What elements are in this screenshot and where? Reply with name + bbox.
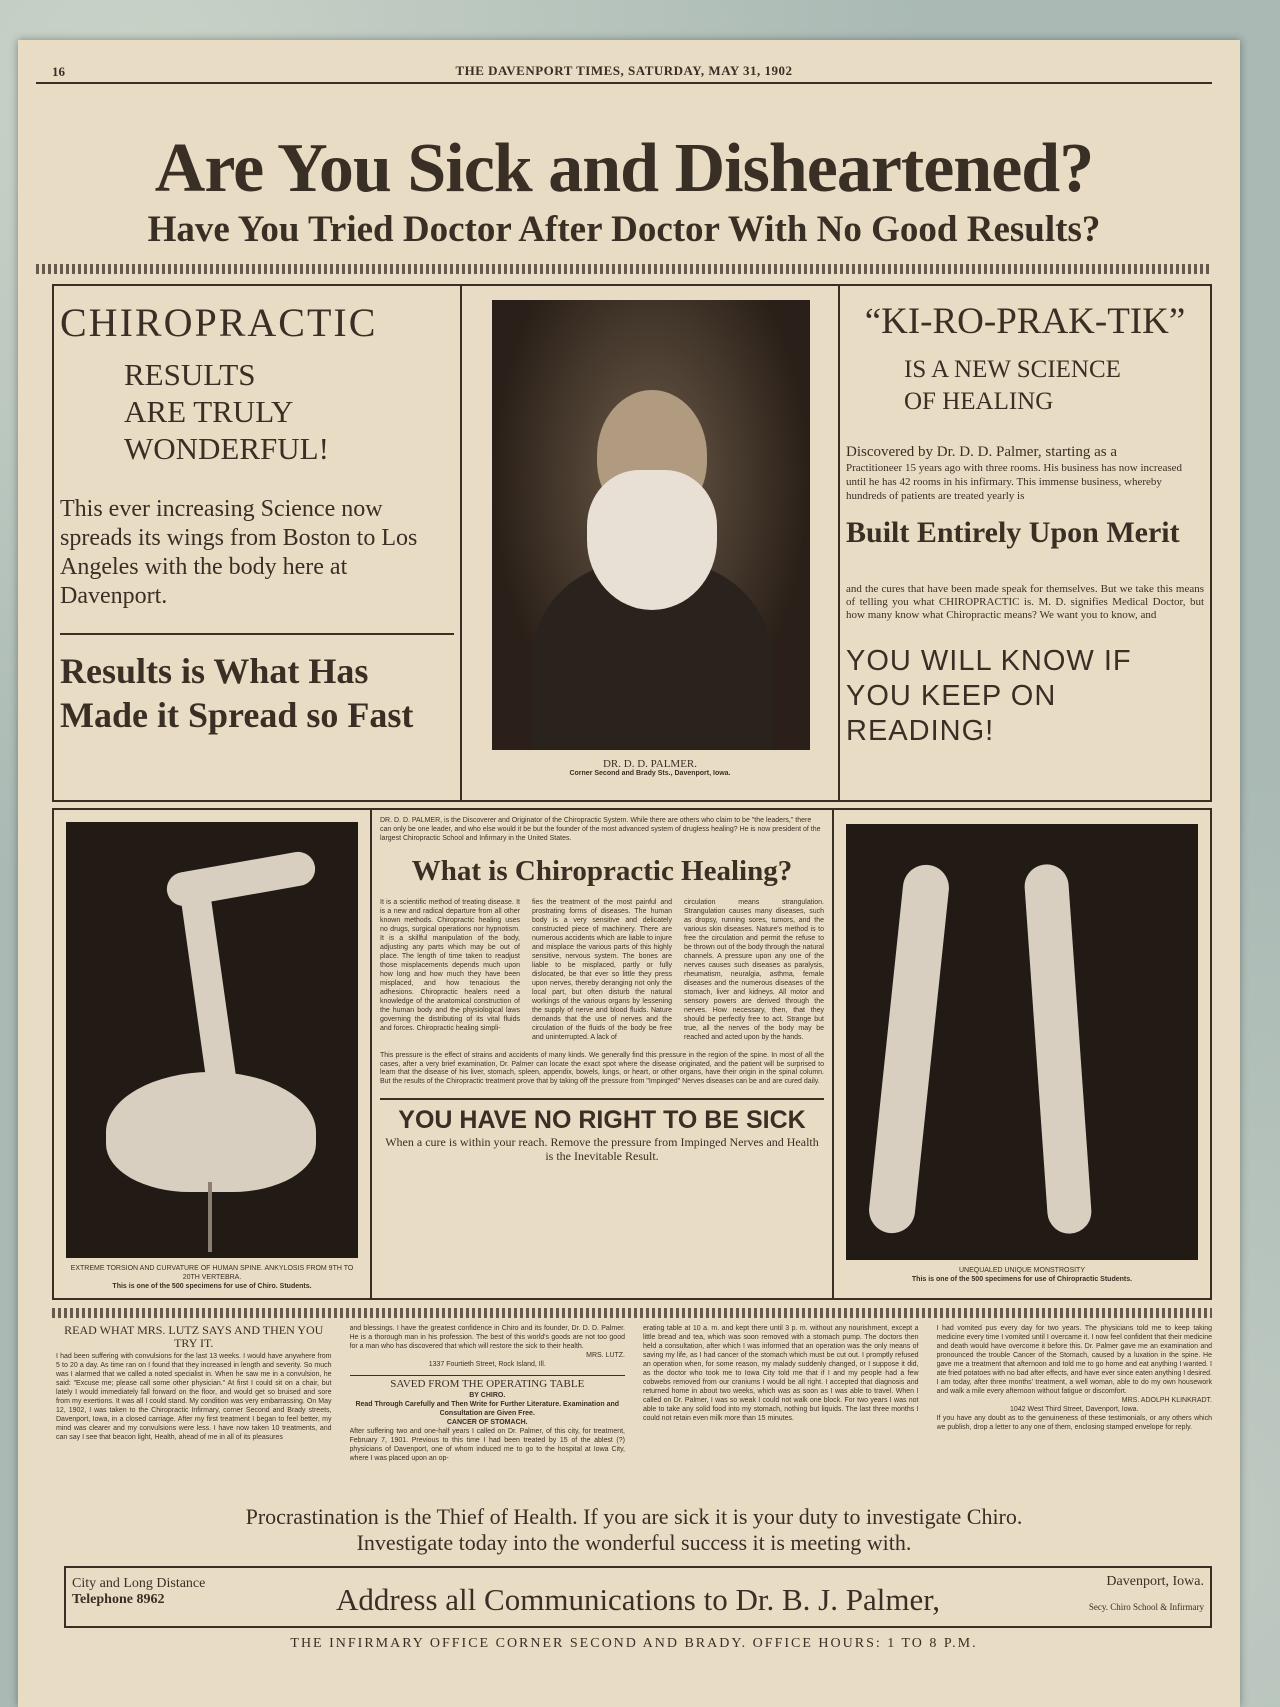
article-column: circulation means strangulation. Strangulation causes many diseases, such as dropsy, running sores, tumors, and the various skin diseases. Nature's method is to free the circulation and permit the refuse to be thrown out of the body through the natural channels. A pressure upon any one of the nerves causes such diseases as paralysis, rheumatism, neuralgia, asthma, female diseases and the numerous diseases of the stomach, liver and kidneys. All motor and sensory powers are derived through the nerves. How necessary, then, that they should be perfectly free to act. Strange but true, all the nerves of the body may be reached and acted upon by the hands. (684, 899, 824, 1041)
portrait-beard (587, 470, 717, 610)
portrait-panel (462, 286, 840, 800)
page-number: 16 (52, 64, 65, 79)
procrastination-text (56, 1504, 1212, 1556)
article-panel (372, 810, 834, 1298)
no-right-heading: YOU HAVE NO RIGHT TO BE SICK (380, 1098, 824, 1135)
saved-by: BY CHIRO. (469, 1392, 506, 1399)
city-text: Davenport, Iowa. (1106, 1574, 1204, 1589)
testimonial-column (56, 1324, 332, 1498)
telephone-line: Telephone 8962 (72, 1592, 165, 1607)
new-science-text (904, 354, 1204, 418)
lutz-body: I had been suffering with convulsions for the last 13 weeks. I would have anywhere from 5 to 20 a day. As time ran on I found that they increased in length and severity. So much was I alarmed that we called a noted specialist in. When he saw me in a convulsion, he said: "Excuse me; please call some other physician." At first I could sit on a chair, but lately I would immediately fall forward on the floor, and would get so bruised and sore from my exertions. It was all I could stand. My condition was very embarrassing. On May 12, 1902, I was taken to the Chiropractic Infirmary, corner Second and Brady streets, Davenport, Iowa, in a closed carriage. After my first treatment I began to feel better, my mind was clearer and my convulsions were less. I have now taken 10 treatments, and can say I see that beacon light, Health, ahead of me in all of its pleasures (56, 1353, 332, 1441)
article-columns (380, 898, 824, 1042)
results-line: RESULTS (124, 357, 256, 392)
headline: Are You Sick and Disheartened? (154, 130, 1094, 207)
genuineness-note: If you have any doubt as to the genuineness of these testimonials, or any others which we publish, drop a letter to any one of them, enclosing stamped envelope for reply. (936, 1415, 1212, 1431)
spine-specimen-right (1023, 863, 1093, 1235)
divider (60, 633, 454, 635)
kiroprak-title: “KI-RO-PRAK-TIK” (864, 301, 1186, 342)
cures-text: and the cures that have been made speak for themselves. But we take this means of telling you what CHIROPRACTIC is. M. D. signifies Medical Doctor, but how many know what Chiropractic means? We want you to know, and (846, 583, 1204, 621)
science-line: IS A NEW SCIENCE (904, 356, 1121, 383)
klinkradt-signature: MRS. ADOLPH KLINKRADT. (1121, 1397, 1212, 1404)
newspaper-page (18, 40, 1240, 1707)
right-plate-caption: UNEQUALED UNIQUE MONSTROSITY (958, 1267, 1085, 1274)
saved-title: SAVED FROM THE OPERATING TABLE (350, 1375, 626, 1391)
saved-read: Read Through Carefully and Then Write for Further Literature. Examination and Consultation are Given Free. (355, 1401, 620, 1417)
portrait-photo (492, 300, 810, 750)
masthead (36, 60, 1212, 84)
kiroprak-panel (840, 286, 1210, 800)
left-specimen-panel (54, 810, 372, 1298)
klinkradt-address: 1042 West Third Street, Davenport, Iowa. (1009, 1406, 1139, 1413)
results-text (124, 356, 454, 467)
pressure-text: This pressure is the effect of strains and accidents of many kinds. We generally find this pressure in the region of the spine. In most of all the cases, after a very brief examination, Dr. Palmer can locate the exact spot where the disease originated, and the patient will be surprised to learn that the disease of his liver, stomach, spleen, appendix, bowels, lungs, or heart, or other organs, have their origin in the spinal column. But the results of the Chiropractic treatment prove that by taking off the pressure from "Impinged" Nerves diseases can be and are cured daily. (380, 1052, 824, 1085)
when-cure-text: When a cure is within your reach. Remove the pressure from Impinged Nerves and Health is the Inevitable Result. (385, 1135, 819, 1163)
article-column: It is a scientific method of treating disease. It is a new and radical departure from all other known methods. Chiropractic healing uses no drugs, surgical operations nor hypnotism. It is a skillful manipulation of the body, adjusting any parts which may be out of place. The length of time taken to readjust those misplacements depends much upon how long and how much they have been misplaced, and how tenacious the adhesions. Chiropractic healers need a knowledge of the anatomical construction of the human body and the physiological laws governing the distributing of its vital fluids and forces. Chiropractic healing simpli- (380, 899, 520, 1032)
procrastination-line: Investigate today into the wonderful success it is meeting with. (356, 1530, 912, 1555)
article-title: What is Chiropractic Healing? (411, 855, 793, 887)
masthead-title: THE DAVENPORT TIMES, SATURDAY, MAY 31, 1902 (455, 63, 793, 78)
procrastination-line: Procrastination is the Thief of Health. If you are sick it is your duty to investigate Chiro. (245, 1504, 1023, 1529)
testimonial-column (350, 1324, 626, 1498)
keep-reading-line: YOU WILL KNOW IF (846, 645, 1132, 677)
portrait-address: Corner Second and Brady Sts., Davenport, Iowa. (569, 770, 731, 777)
portrait-caption: DR. D. D. PALMER. (602, 758, 698, 770)
top-panels (52, 284, 1212, 802)
testimonial-column (937, 1324, 1213, 1498)
testimonial-column (643, 1324, 919, 1498)
spine-specimen-left (867, 863, 951, 1236)
left-plate-note: This is one of the 500 specimens for use of Chiro. Students. (112, 1283, 312, 1290)
telephone-line: City and Long Distance (72, 1576, 206, 1591)
saved-subtitle: CANCER OF STOMACH. (446, 1419, 528, 1426)
spine-specimens-photo (846, 824, 1198, 1260)
testimonial-text: I had vomited pus every day for two years. The physicians told me to keep taking medicine every time I vomited until I overcame it. I now feel confident that their medicine and death would have overcome it before this. Dr. Palmer gave me an examination and pronounced the trouble Cancer of the Stomach, caused by a luxation in the spine. He gave me a treatment that afternoon and told me to go home and eat anything I wanted. I ate fried potatoes with no bad after effects, and have ever since eaten anything I desired. I am today, after three months' treatment, a well woman, able to do my own housework and walk a mile every afternoon without fatigue or discomfort. (936, 1325, 1212, 1395)
results-line: WONDERFUL! (124, 431, 329, 466)
office-hours: THE INFIRMARY OFFICE CORNER SECOND AND BRADY. OFFICE HOURS: 1 TO 8 P.M. (290, 1636, 978, 1651)
lutz-address: 1337 Fourtieth Street, Rock Island, Ill. (428, 1361, 546, 1368)
address-line: Address all Communications to Dr. B. J. Palmer, (335, 1582, 941, 1617)
saved-body: After suffering two and one-half years I called on Dr. Palmer, of this city, for treatment, February 7, 1901. Previous to this time I had been treated by 15 of the ablest (?) physicians of Davenport, one of whom induced me to go to the hospital at Iowa City, where I was placed upon an op- (349, 1428, 625, 1462)
stand-shape (208, 1182, 212, 1252)
discovered-line: Discovered by Dr. D. D. Palmer, starting as a (846, 444, 1118, 460)
right-specimen-panel (834, 810, 1210, 1298)
discovered-text (846, 444, 1204, 503)
subheadline: Have You Tried Doctor After Doctor With No Good Results? (147, 209, 1101, 250)
right-plate-note: This is one of the 500 specimens for use of Chiropractic Students. (911, 1276, 1133, 1283)
spine-shape (179, 881, 239, 1103)
decorative-divider (36, 264, 1212, 274)
merit-heading: Built Entirely Upon Merit (846, 516, 1180, 549)
article-intro: DR. D. D. PALMER, is the Discoverer and Originator of the Chiropractic System. While there are others who claim to be "the leaders," there can only be one leader, and who else would it be but the founder of the most advanced system of drugless healing? He is now president of the largest Chiropractic School and Infirmary in the United States. (380, 817, 821, 842)
science-line: OF HEALING (904, 388, 1054, 415)
left-plate-caption: EXTREME TORSION AND CURVATURE OF HUMAN SPINE. ANKYLOSIS FROM 9TH TO 20TH VERTEBRA. (70, 1265, 354, 1281)
discovered-small: Practitioneer 15 years ago with three rooms. His business has now increased until he has 42 rooms in his infirmary. This immense business, whereby hundreds of patients are treated yearly is (846, 462, 1183, 502)
middle-panels (52, 808, 1212, 1300)
address-box (64, 1566, 1212, 1628)
lutz-title: READ WHAT MRS. LUTZ SAYS AND THEN YOU TRY IT. (64, 1324, 324, 1350)
spine-specimen-photo (66, 822, 358, 1258)
chiropractic-panel (54, 286, 462, 800)
lutz-continued: and blessings. I have the greatest confidence in Chiro and its founder, Dr. D. D. Palmer. He is a thorough man in his profession. The best of this world's goods are not too good for a man who has discovered that which will restore the sick to their health. (349, 1325, 625, 1350)
chiropractic-title: CHIROPRACTIC (60, 300, 378, 345)
keep-reading-line: YOU KEEP ON READING! (846, 680, 1057, 747)
testimonials (56, 1324, 1212, 1498)
secretary-text: Secy. Chiro School & Infirmary (1088, 1602, 1204, 1612)
decorative-divider (52, 1308, 1212, 1318)
results-line: ARE TRULY (124, 394, 294, 429)
spreads-text: This ever increasing Science now spreads its wings from Boston to Los Angeles with the body here at Davenport. (60, 496, 418, 609)
testimonial-text: erating table at 10 a. m. and kept there until 3 p. m. without any nourishment, except a little bread and tea, which was soon removed with a stomach pump. The doctors then held a consultation, after which I was informed that an operation was the only means of saving my life, as I had cancer of the stomach which must be cut out. I promptly refused an operation when, for some reason, my malady suddenly changed, or I suppose it did, as the doctor who took me to Iowa City told me that if I and my people had a few cobwebs removed from our craniums I would be all right. I accepted that diagnosis and returned home in about two weeks, which was as soon as I was able to travel. When I called on Dr. Palmer, I was so weak I could not walk one block. For two years I was not able to take any solid food into my stomach, nothing but liquids. The last three months I could not retain even milk more than 15 minutes. (643, 1325, 919, 1422)
keep-reading-text (846, 644, 1204, 749)
article-column: fies the treatment of the most painful and prostrating forms of diseases. The human body is a very sensitive and delicately constructed piece of machinery. There are numerous accidents which are liable to injure and misplace the various parts of this highly sensitive, nervous system. The bones are liable to be misplaced, partly or fully dislocated, be that ever so little they press upon nerves, thereby deranging not only the local part, but often disturb the natural workings of the various organs by lessening the supply of nerve and blood fluids. Nature demands that the use of nerves and the circulation of the fluids of the body be free and uninterrupted. A lack of (532, 899, 672, 1041)
rib-shape (164, 849, 318, 909)
lutz-signature: MRS. LUTZ. (586, 1352, 625, 1359)
results-footer: Results is What Has Made it Spread so Fast (60, 651, 414, 735)
